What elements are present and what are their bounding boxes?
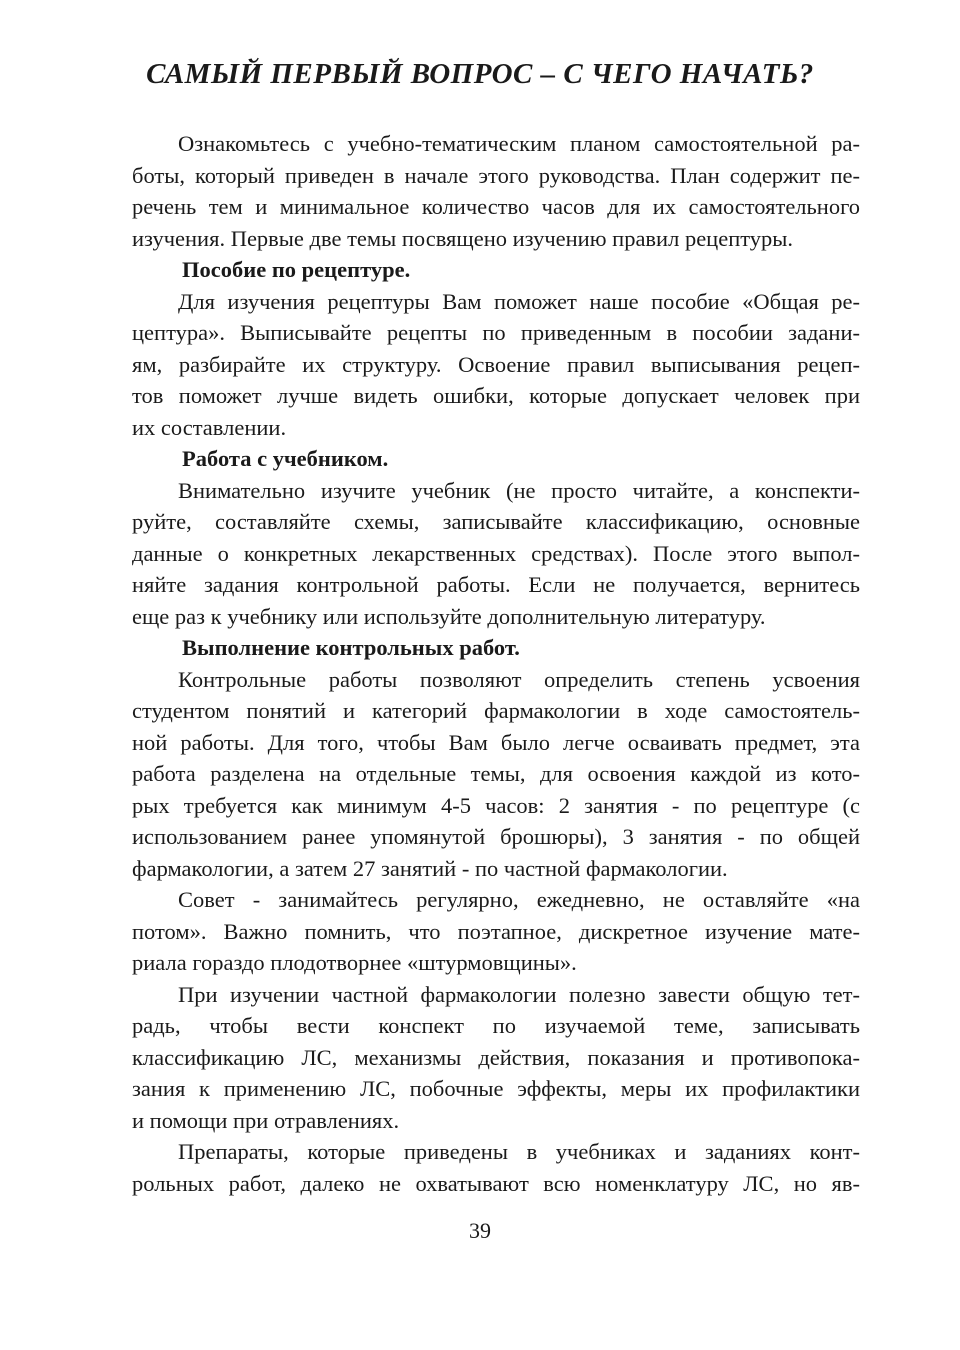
text-line: еще раз к учебнику или используйте дополнительную литературу.	[132, 603, 766, 629]
text-line: радь, чтобы вести конспект по изучаемой теме, записывать	[132, 1013, 860, 1038]
text-line: Контрольные работы позволяют определить степень усвоения	[178, 666, 860, 692]
text-line: няйте задания контрольной работы. Если не получается, вернитесь	[132, 572, 860, 597]
section-heading: Выполнение контрольных работ.	[182, 635, 520, 660]
text-line: Совет - занимайтесь регулярно, ежедневно, не оставляйте «на	[178, 887, 860, 912]
text-line: студентом понятий и категорий фармакологии в ходе самостоятель-	[132, 698, 860, 723]
text-line: боты, который приведен в начале этого руководства. План содержит пе-	[132, 162, 860, 188]
text-line: Для изучения рецептуры Вам поможет наше пособие «Общая ре-	[178, 288, 860, 314]
text-line: При изучении частной фармакологии полезно завести общую тет-	[178, 981, 860, 1007]
text-line: зания к применению ЛС, побочные эффекты, меры их профилактики	[132, 1076, 860, 1101]
section-heading: Пособие по рецептуре.	[182, 257, 411, 282]
text-line: классификацию ЛС, механизмы действия, показания и противопока-	[132, 1044, 860, 1070]
text-line: работа разделена на отдельные темы, для освоения каждой из кото-	[132, 761, 860, 786]
text-line: ной работы. Для того, чтобы Вам было легче осваивать предмет, эта	[132, 729, 860, 755]
text-line: потом». Важно помнить, что поэтапное, дискретное изучение мате-	[132, 918, 860, 944]
text-line: использованием ранее упомянутой брошюры), 3 занятия - по общей	[132, 824, 860, 849]
text-line: рых требуется как минимум 4-5 часов: 2 занятия - по рецептуре (с	[132, 792, 860, 818]
text-line: риала гораздо плодотворнее «штурмовщины».	[132, 950, 577, 975]
page-number: 39	[469, 1218, 491, 1243]
text-line: руйте, составляйте схемы, записывайте классификацию, основные	[132, 509, 860, 534]
text-line: изучения. Первые две темы посвящено изучению правил рецептуры.	[132, 225, 794, 251]
text-line: рольных работ, далеко не охватывают всю номенклатуру ЛС, но яв-	[132, 1170, 860, 1196]
text-line: Ознакомьтесь с учебно-тематическим планом самостоятельной ра-	[178, 131, 860, 156]
page-title: САМЫЙ ПЕРВЫЙ ВОПРОС – С ЧЕГО НАЧАТЬ?	[146, 58, 814, 90]
text-line: речень тем и минимальное количество часов для их самостоятельного	[132, 194, 860, 219]
text-line: фармакологии, а затем 27 занятий - по частной фармакологии.	[132, 855, 728, 881]
text-line: Внимательно изучите учебник (не просто читайте, а конспекти-	[178, 477, 860, 503]
text-line: ям, разбирайте их структуру. Освоение правил выписывания рецеп-	[132, 351, 860, 377]
text-line: и помощи при отравлениях.	[132, 1107, 400, 1133]
section-heading: Работа с учебником.	[182, 446, 389, 471]
text-line: данные о конкретных лекарственных средствах). После этого выпол-	[132, 540, 860, 566]
text-line: Препараты, которые приведены в учебниках и заданиях конт-	[178, 1139, 860, 1164]
text-line: их составлении.	[132, 414, 287, 440]
body-text	[132, 128, 860, 1199]
text-line: цептура». Выписывайте рецепты по приведенным в пособии задани-	[132, 320, 860, 345]
text-line: тов поможет лучше видеть ошибки, которые допускает человек при	[132, 383, 860, 408]
